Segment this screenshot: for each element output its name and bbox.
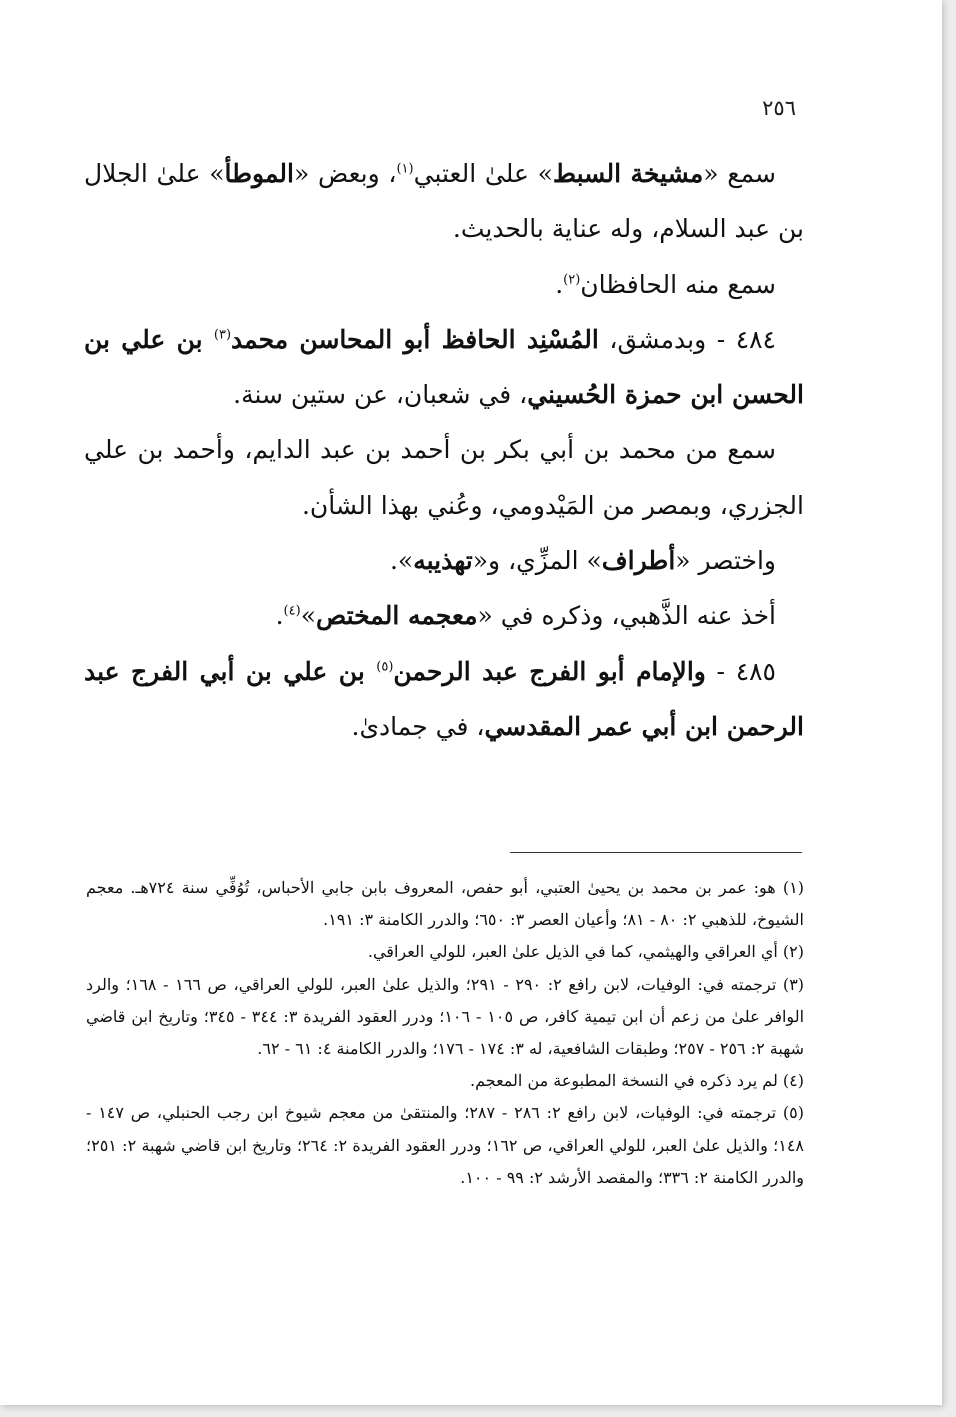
entry-number: ٤٨٤ -: [706, 324, 776, 354]
text-run: ، في شعبان، عن ستين سنة.: [233, 380, 528, 410]
footnote-3: (٣) ترجمته في: الوفيات، لابن رافع ٢: ٢٩٠ - ٢٩١؛ والذيل علىٰ العبر، للولي العراقي، ص ١٦٦ - ١٦٨؛ والرد الوافر علىٰ من زعم أن ابن تيمية كافر، ص ١٠٥ - ١٠٦؛ ودرر العقود الفريدة ٣: ٣٤٤ - ٣٤٥؛ وتاريخ ابن قاضي شهبة ٢: ٢٥٦ - ٢٥٧؛ وطبقات الشافعية، له ٣: ١٧٤ - ١٧٦؛ والدرر الكامنة ٤: ٦١ - ٦٢.: [86, 974, 805, 1059]
text-run: » المزِّي، و«: [472, 546, 602, 576]
entry-number: ٤٨٥ -: [705, 656, 776, 686]
main-text: [84, 146, 804, 754]
text-run: ، في جمادىٰ.: [351, 711, 485, 741]
footnote-ref: (١): [396, 161, 414, 177]
book-title: أطراف: [601, 546, 676, 576]
footnote-4: (٤) لم يرد ذكره في النسخة المطبوعة من المعجم.: [470, 1071, 804, 1091]
footnote-ref: (٢): [563, 272, 581, 288]
footnote-divider: [510, 852, 802, 853]
footnotes: [86, 872, 804, 1194]
text-run: وبدمشق،: [598, 324, 707, 354]
person-name: بن علي بن أبي الفرج عبد الرحمن ابن أبي عمر المقدسي: [84, 656, 804, 741]
book-title: معجمه المختص: [315, 601, 478, 631]
person-name: والإمام أبو الفرج عبد الرحمن: [393, 656, 706, 686]
text-run: .: [555, 269, 564, 299]
footnote-ref: (٣): [213, 327, 232, 343]
text-run: »: [300, 601, 316, 631]
paragraph-teachers: سمع من محمد بن أبي بكر بن أحمد بن عبد الدايم، وأحمد بن علي الجزري، وبمصر من المَيْدومي، وعُني بهذا الشأن.: [84, 435, 804, 520]
footnote-1: (١) هو: عمر بن محمد بن يحيىٰ العتبي، أبو حفص، المعروف بابن جابي الأحباس، تُوُفِّي سنة ٧٢٤هـ. معجم الشيوخ، للذهبي ٢: ٨٠ - ٨١؛ وأعيان العصر ٣: ٦٥٠؛ والدرر الكامنة ٣: ١٩١.: [86, 878, 804, 930]
text-run: سمع «: [703, 159, 776, 188]
footnote-ref: (٥): [376, 659, 394, 675]
footnote-2: (٢) أي العراقي والهيثمي، كما في الذيل علىٰ العبر، للولي العراقي.: [367, 942, 804, 962]
text-run: سمع منه الحافظان: [580, 269, 776, 299]
text-run: أخذ عنه الذَّهبي، وذكره في «: [477, 601, 776, 631]
text-run: .: [275, 601, 284, 631]
text-run: ، وبعض «: [293, 159, 397, 188]
book-title: تهذيبه: [413, 546, 473, 576]
paragraph-abridgement: [84, 533, 804, 588]
footnote-ref: (٤): [283, 604, 301, 620]
book-title: مشيخة السبط: [552, 159, 704, 188]
text-run: واختصر «: [675, 546, 776, 576]
paragraph-dhahabi: [84, 588, 804, 643]
paragraph-hearing: [84, 146, 804, 257]
paragraph-students: [84, 257, 804, 312]
text-run: ».: [389, 546, 414, 576]
person-name: بن علي بن الحسن ابن حمزة الحُسيني: [84, 324, 804, 410]
text-run: » علىٰ العتبي: [413, 159, 553, 188]
entry-484: [84, 312, 804, 423]
text-run: » علىٰ الجلال بن عبد السلام، وله عناية بالحديث.: [84, 159, 804, 244]
page-number: ٢٥٦: [762, 96, 796, 120]
book-title: الموطأ: [224, 159, 294, 188]
footnote-5: (٥) ترجمته في: الوفيات، لابن رافع ٢: ٢٨٦ - ٢٨٧؛ والمنتقىٰ من معجم شيوخ ابن رجب الحنبلي، ص ١٤٧ - ١٤٨؛ والذيل علىٰ العبر، للولي العراقي، ص ١٦٢؛ ودرر العقود الفريدة ٢: ٢٦٤؛ وتاريخ ابن قاضي شهبة ٢: ٢٥١؛ والدرر الكامنة ٢: ٣٣٦؛ والمقصد الأرشد ٢: ٩٩ - ١٠٠.: [86, 1103, 805, 1187]
person-name: المُسْنِد الحافظ أبو المحاسن محمد: [231, 324, 599, 354]
entry-485: [84, 644, 804, 755]
